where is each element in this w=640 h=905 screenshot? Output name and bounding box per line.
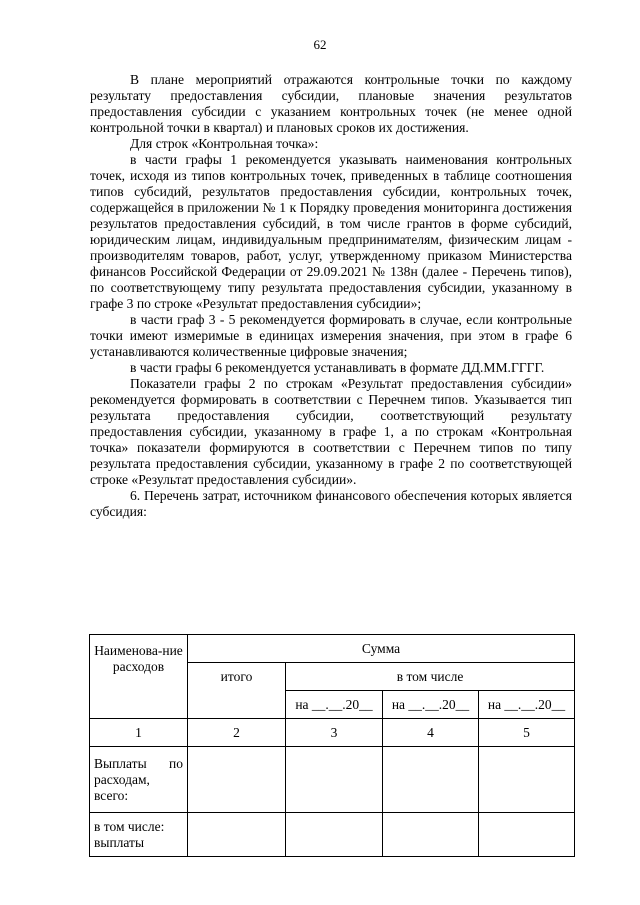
document-body: [90, 72, 572, 520]
paragraph: Для строк «Контрольная точка»:: [130, 136, 319, 151]
paragraph: в части графы 1 рекомендуется указывать наименования контрольных точек, исходя из типов контрольных точек, приведенных в таблице соотношения типов субсидий, результатов предоставления субсидии, контрольных точек, содержащейся в приложении № 1 к Порядку проведения мониторинга достижения результатов предоставления субсидий, в том числе грантов в форме субсидий, юридическим лицам, индивидуальным предпринимателям, физическим лицам - производителям товаров, работ, услуг, утвержденному приказом Министерства финансов Российской Федерации от 29.09.2021 № 138н (далее - Перечень типов), по соответствующему типу результата предоставления субсидии, указанному в графе 3 по строке «Результат предоставления субсидии»;: [90, 152, 572, 311]
column-number: 5: [479, 719, 575, 747]
column-number: 4: [383, 719, 479, 747]
header-date: на __.__.20__: [286, 691, 383, 719]
paragraph: 6. Перечень затрат, источником финансового обеспечения которых является субсидия:: [90, 488, 572, 519]
table-cell: [188, 747, 286, 813]
costs-table: [89, 634, 575, 857]
table-row: [90, 813, 575, 857]
page-number: 62: [313, 37, 327, 52]
column-number: 3: [286, 719, 383, 747]
header-date: на __.__.20__: [479, 691, 575, 719]
column-number: 1: [90, 719, 188, 747]
header-name: Наименова-ние расходов: [90, 635, 188, 719]
paragraph: В плане мероприятий отражаются контрольные точки по каждому результату предоставления субсидии, плановые значения результатов предоставления субсидии с указанием контрольных точек (не менее одной контрольной точки в квартал) и плановых сроков их достижения.: [90, 72, 572, 135]
paragraph: в части графы 6 рекомендуется устанавливать в формате ДД.ММ.ГГГГ.: [130, 360, 545, 375]
row-label: в том числе: выплаты: [90, 813, 188, 857]
paragraph: в части граф 3 - 5 рекомендуется формировать в случае, если контрольные точки имеют измеримые в единицах измерения значения, при этом в графе 6 устанавливаются количественные цифровые значения;: [90, 312, 572, 359]
table-cell: [383, 813, 479, 857]
header-including: в том числе: [286, 663, 575, 691]
table-row: [90, 747, 575, 813]
column-number: 2: [188, 719, 286, 747]
table-cell: [188, 813, 286, 857]
paragraph: Показатели графы 2 по строкам «Результат предоставления субсидии» рекомендуется формировать в соответствии с Перечнем типов. Указывается тип результата предоставления субсидии, соответствующий результату предоставления субсидии, указанному в графе 1, а по строкам «Контрольная точка» показатели формируются в соответствии с Перечнем типов по типу результата предоставления субсидии, указанному в графе 2 по соответствующей строке «Результат предоставления субсидии».: [90, 376, 572, 487]
row-label: Выплаты по расходам, всего:: [90, 747, 188, 813]
header-sum: Сумма: [188, 635, 575, 663]
table-cell: [286, 747, 383, 813]
header-total: итого: [188, 663, 286, 719]
table-cell: [286, 813, 383, 857]
header-date: на __.__.20__: [383, 691, 479, 719]
table-cell: [479, 813, 575, 857]
table-cell: [479, 747, 575, 813]
table-cell: [383, 747, 479, 813]
